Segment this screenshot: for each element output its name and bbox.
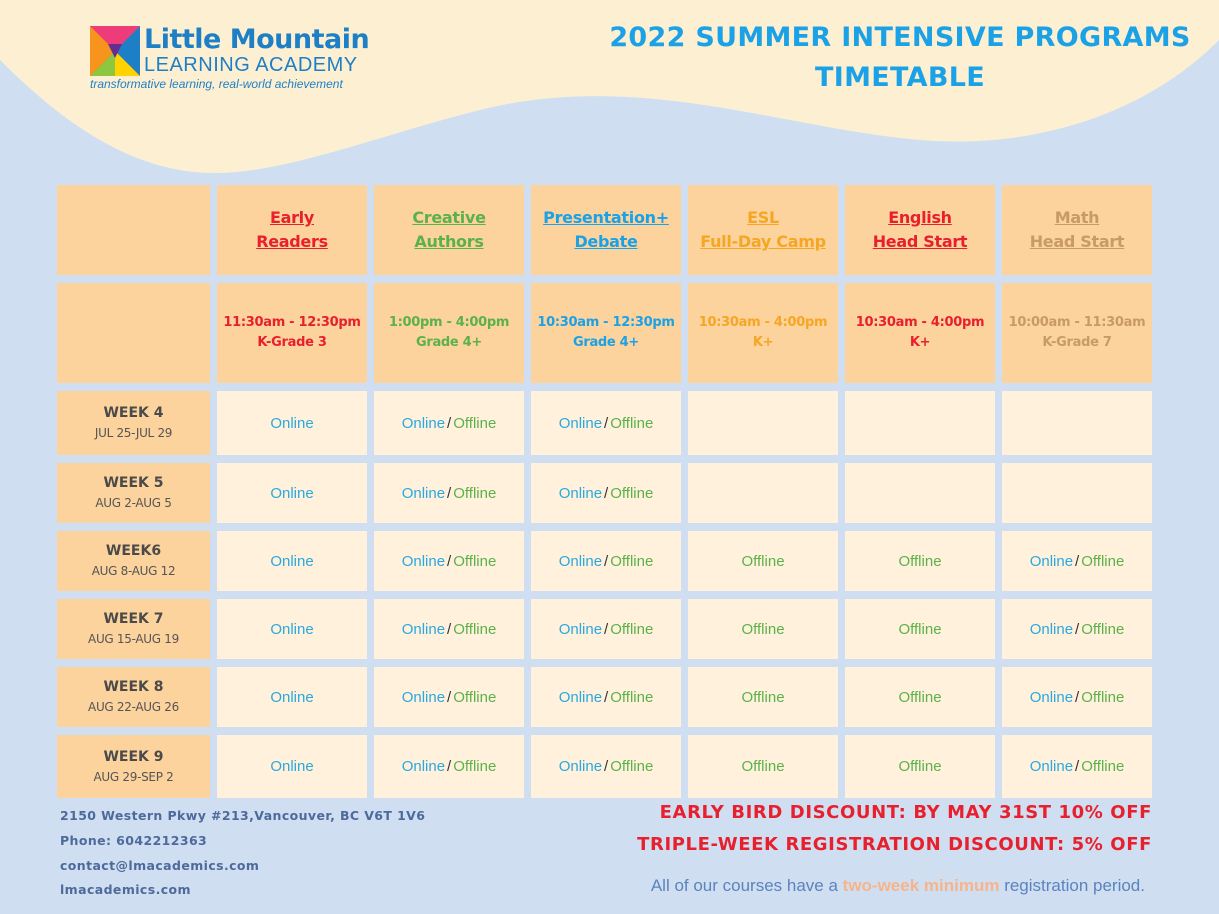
offline-label: Offline	[898, 620, 942, 638]
offline-label: Offline	[453, 552, 497, 570]
online-label: Online	[558, 688, 603, 706]
offline-label: Offline	[1081, 620, 1125, 638]
week-label: WEEK 4	[103, 405, 164, 421]
program-name-link[interactable]: Math Head Start	[1029, 208, 1125, 251]
offline-label: Offline	[898, 758, 942, 775]
mode-separator: /	[447, 552, 452, 570]
schedule-cell	[845, 391, 995, 455]
week-label-cell	[57, 531, 210, 591]
program-header-cell	[1002, 185, 1152, 275]
schedule-cell	[845, 667, 995, 727]
mode-separator: /	[604, 620, 609, 638]
online-label: Online	[558, 414, 603, 432]
online-label: Online	[401, 552, 446, 570]
contact-email[interactable]: contact@lmacademics.com	[60, 858, 260, 873]
schedule-cell	[531, 599, 681, 659]
offline-label: Offline	[741, 758, 785, 775]
online-label: Online	[401, 414, 446, 432]
program-name-link[interactable]: Early Readers	[256, 208, 328, 251]
online-label: Online	[1029, 552, 1074, 570]
program-header-cell	[374, 185, 524, 275]
timetable-grid	[57, 185, 1152, 798]
delivery-mode	[741, 553, 784, 570]
delivery-mode	[270, 485, 313, 502]
online-label: Online	[270, 484, 314, 502]
program-grade: K+	[752, 335, 774, 350]
offline-label: Offline	[453, 484, 497, 502]
logo-name: Little Mountain	[144, 24, 370, 55]
delivery-mode	[402, 689, 497, 706]
schedule-cell	[374, 599, 524, 659]
schedule-cell	[1002, 531, 1152, 591]
delivery-mode	[898, 621, 941, 638]
schedule-cell	[1002, 667, 1152, 727]
program-grade: K+	[909, 335, 931, 350]
offline-label: Offline	[610, 688, 654, 706]
program-grade: Grade 4+	[415, 335, 483, 350]
schedule-cell	[688, 667, 838, 727]
mode-separator: /	[1075, 758, 1080, 775]
offline-label: Offline	[1081, 688, 1125, 706]
delivery-mode	[270, 689, 313, 706]
mode-separator: /	[604, 484, 609, 502]
mode-separator: /	[1075, 552, 1080, 570]
program-header-cell	[531, 185, 681, 275]
schedule-cell	[688, 531, 838, 591]
week-dates: AUG 22-AUG 26	[88, 700, 179, 714]
schedule-cell	[1002, 599, 1152, 659]
delivery-mode	[1030, 689, 1125, 706]
week-dates: AUG 8-AUG 12	[91, 564, 176, 578]
schedule-cell	[688, 735, 838, 798]
note-after: registration period.	[999, 876, 1145, 895]
program-time-cell	[374, 283, 524, 383]
offline-label: Offline	[453, 620, 497, 638]
week-label-cell	[57, 391, 210, 455]
schedule-cell	[374, 735, 524, 798]
offline-label: Offline	[898, 688, 942, 706]
online-label: Online	[401, 688, 446, 706]
time-corner-cell	[57, 283, 210, 383]
delivery-mode	[1030, 621, 1125, 638]
offline-label: Offline	[898, 552, 942, 570]
delivery-mode	[741, 621, 784, 638]
week-label-cell	[57, 463, 210, 523]
delivery-mode	[402, 553, 497, 570]
program-grade: K-Grade 7	[1042, 335, 1112, 350]
program-time: 10:30am - 12:30pm	[537, 315, 675, 330]
week-label: WEEK6	[105, 543, 162, 559]
program-header-cell	[217, 185, 367, 275]
schedule-cell	[374, 463, 524, 523]
note-highlight: two-week minimum	[842, 876, 1000, 895]
program-name-link[interactable]: Presentation+ Debate	[543, 208, 669, 251]
mode-separator: /	[604, 758, 609, 775]
offline-label: Offline	[453, 758, 497, 775]
mode-separator: /	[447, 620, 452, 638]
delivery-mode	[898, 553, 941, 570]
schedule-cell	[217, 391, 367, 455]
schedule-cell	[374, 667, 524, 727]
logo-subtitle: LEARNING ACADEMY	[144, 54, 358, 76]
week-dates: AUG 29-SEP 2	[93, 769, 174, 784]
online-label: Online	[270, 688, 314, 706]
program-time-cell	[845, 283, 995, 383]
online-label: Online	[558, 552, 603, 570]
online-label: Online	[558, 620, 603, 638]
delivery-mode	[1030, 553, 1125, 570]
online-label: Online	[270, 758, 314, 775]
mode-separator: /	[604, 552, 609, 570]
delivery-mode	[270, 415, 313, 432]
schedule-cell	[217, 735, 367, 798]
offline-label: Offline	[453, 688, 497, 706]
schedule-cell	[217, 463, 367, 523]
online-label: Online	[401, 620, 446, 638]
mode-separator: /	[447, 688, 452, 706]
program-time-cell	[531, 283, 681, 383]
week-label-cell	[57, 599, 210, 659]
program-time-cell	[217, 283, 367, 383]
title-line-1: 2022 SUMMER INTENSIVE PROGRAMS	[609, 22, 1191, 53]
triple-week-discount: TRIPLE-WEEK REGISTRATION DISCOUNT: 5% OFF	[637, 834, 1152, 855]
logo-tagline: transformative learning, real-world achievement	[90, 77, 343, 91]
week-dates: AUG 2-AUG 5	[95, 496, 172, 510]
contact-address: 2150 Western Pkwy #213,Vancouver, BC V6T 1V6	[60, 808, 426, 823]
week-label: WEEK 7	[103, 611, 164, 627]
program-time: 10:30am - 4:00pm	[698, 315, 828, 330]
schedule-cell	[1002, 391, 1152, 455]
schedule-cell	[688, 463, 838, 523]
mode-separator: /	[1075, 688, 1080, 706]
week-label: WEEK 8	[103, 679, 164, 695]
program-name-link[interactable]: Creative Authors	[412, 208, 486, 251]
online-label: Online	[401, 484, 446, 502]
schedule-cell	[531, 735, 681, 798]
delivery-mode	[741, 689, 784, 706]
schedule-cell	[217, 531, 367, 591]
online-label: Online	[270, 620, 314, 638]
delivery-mode	[402, 758, 497, 775]
delivery-mode	[741, 758, 784, 775]
offline-label: Offline	[610, 414, 654, 432]
offline-label: Offline	[741, 688, 785, 706]
delivery-mode	[559, 758, 654, 775]
logo	[90, 26, 370, 96]
delivery-mode	[402, 415, 497, 432]
offline-label: Offline	[1081, 758, 1125, 775]
offline-label: Offline	[741, 620, 785, 638]
week-label: WEEK 5	[103, 475, 164, 491]
mode-separator: /	[447, 414, 452, 432]
schedule-cell	[1002, 463, 1152, 523]
offline-label: Offline	[610, 552, 654, 570]
schedule-cell	[531, 667, 681, 727]
offline-label: Offline	[1081, 552, 1125, 570]
mode-separator: /	[447, 758, 452, 775]
schedule-cell	[374, 391, 524, 455]
schedule-cell	[374, 531, 524, 591]
delivery-mode	[270, 553, 313, 570]
header-corner-cell	[57, 185, 210, 275]
schedule-cell	[845, 463, 995, 523]
delivery-mode	[898, 689, 941, 706]
delivery-mode	[270, 758, 313, 775]
contact-phone: Phone: 6042212363	[60, 833, 208, 848]
delivery-mode	[898, 758, 941, 775]
delivery-mode	[559, 485, 654, 502]
delivery-mode	[559, 415, 654, 432]
tangram-logo-icon	[90, 26, 140, 76]
online-label: Online	[1029, 758, 1074, 775]
online-label: Online	[558, 484, 603, 502]
week-label-cell	[57, 667, 210, 727]
offline-label: Offline	[610, 484, 654, 502]
program-time-cell	[688, 283, 838, 383]
schedule-cell	[845, 735, 995, 798]
online-label: Online	[558, 758, 603, 775]
early-bird-discount: EARLY BIRD DISCOUNT: BY MAY 31ST 10% OFF	[659, 802, 1152, 823]
mode-separator: /	[1075, 620, 1080, 638]
program-time-cell	[1002, 283, 1152, 383]
schedule-cell	[531, 391, 681, 455]
program-time: 1:00pm - 4:00pm	[388, 315, 510, 330]
week-label-cell	[57, 735, 210, 798]
week-dates: JUL 25-JUL 29	[94, 426, 173, 440]
offline-label: Offline	[741, 552, 785, 570]
schedule-cell	[1002, 735, 1152, 798]
delivery-mode	[559, 553, 654, 570]
delivery-mode	[402, 485, 497, 502]
week-dates: AUG 15-AUG 19	[88, 632, 179, 646]
schedule-cell	[531, 531, 681, 591]
program-grade: K-Grade 3	[257, 335, 327, 350]
mode-separator: /	[447, 484, 452, 502]
mode-separator: /	[604, 688, 609, 706]
online-label: Online	[401, 758, 446, 775]
delivery-mode	[402, 621, 497, 638]
offline-label: Offline	[453, 414, 497, 432]
schedule-cell	[217, 599, 367, 659]
program-grade: Grade 4+	[572, 335, 640, 350]
page-title	[600, 18, 1200, 98]
schedule-cell	[845, 599, 995, 659]
program-header-cell	[845, 185, 995, 275]
online-label: Online	[1029, 688, 1074, 706]
mode-separator: /	[604, 414, 609, 432]
program-header-cell	[688, 185, 838, 275]
title-line-2: TIMETABLE	[815, 62, 985, 93]
program-name-link[interactable]: ESL Full-Day Camp	[700, 208, 826, 251]
program-time: 11:30am - 12:30pm	[223, 315, 361, 330]
schedule-cell	[217, 667, 367, 727]
program-time: 10:00am - 11:30am	[1008, 315, 1146, 330]
online-label: Online	[1029, 620, 1074, 638]
delivery-mode	[559, 621, 654, 638]
online-label: Online	[270, 552, 314, 570]
delivery-mode	[559, 689, 654, 706]
delivery-mode	[270, 621, 313, 638]
week-label: WEEK 9	[103, 748, 164, 765]
schedule-cell	[688, 599, 838, 659]
online-label: Online	[270, 414, 314, 432]
program-time: 10:30am - 4:00pm	[855, 315, 985, 330]
schedule-cell	[531, 463, 681, 523]
schedule-cell	[688, 391, 838, 455]
registration-note	[651, 876, 1145, 896]
contact-website[interactable]: lmacademics.com	[60, 882, 191, 897]
delivery-mode	[1030, 758, 1125, 775]
schedule-cell	[845, 531, 995, 591]
note-before: All of our courses have a	[650, 876, 843, 895]
offline-label: Offline	[610, 758, 654, 775]
offline-label: Offline	[610, 620, 654, 638]
program-name-link[interactable]: English Head Start	[872, 208, 968, 251]
